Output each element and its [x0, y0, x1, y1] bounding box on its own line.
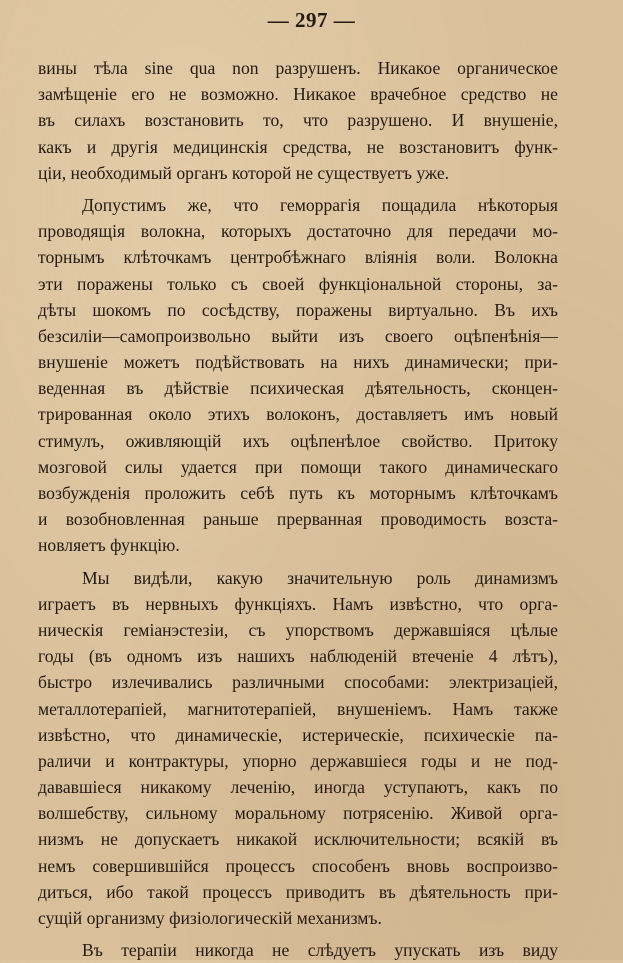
- text-line: торнымъ клѣточкамъ центробѣжнаго вліянія воли. Волокна: [38, 247, 558, 268]
- body-text: [38, 55, 558, 963]
- text-line: дававшіеся никакому леченію, иногда уступаютъ, какъ по: [38, 777, 558, 798]
- text-line: быстро излечивались различными способами: электризаціей,: [38, 672, 558, 693]
- text-line: проводящія волокна, которыхъ достаточно для передачи мо-: [38, 221, 558, 242]
- text-line: въ силахъ возстановить то, что разрушено. И внушеніе,: [38, 110, 558, 131]
- text-line: металлотерапіей, магнитотерапіей, внушеніемъ. Намъ также: [38, 698, 558, 719]
- text-line: мозговой силы удается при помощи такого динамическаго: [38, 456, 558, 477]
- text-line: веденная въ дѣйствіе психическая дѣятельность, сконцен-: [38, 378, 558, 399]
- text-line: эти поражены только съ своей функціональной стороны, за-: [38, 273, 558, 294]
- text-line: Мы видѣли, какую значительную роль динамизмъ: [82, 567, 558, 588]
- text-line: и возобновленная раньше прерванная проводимость возста-: [38, 509, 558, 530]
- text-line: сущій организму физіологическій механизмъ.: [38, 908, 382, 928]
- text-line: вины тѣла sine qua non разрушенъ. Никакое органическое: [38, 58, 558, 78]
- text-line: трированная около этихъ волоконъ, доставляетъ имъ новый: [38, 404, 558, 425]
- text-line: Въ терапіи никогда не слѣдуетъ упускать изъ виду: [82, 940, 558, 961]
- text-line: извѣстно, что динамическіе, истерическіе, психическіе па-: [38, 724, 558, 745]
- text-line: замѣщеніе его не возможно. Никакое врачебное средство не: [38, 84, 558, 105]
- text-line: раличи и контрактуры, упорно державшіеся годы и не под-: [38, 750, 558, 771]
- text-line: новляетъ функцію.: [38, 535, 180, 556]
- text-line: играетъ въ нервныхъ функціяхъ. Намъ извѣстно, что орга-: [38, 593, 558, 614]
- paragraph-3: [38, 565, 558, 932]
- text-line: волшебству, сильному моральному потрясенію. Живой орга-: [38, 803, 558, 824]
- text-line: внушеніе можетъ подѣйствовать на нихъ динамически; при-: [38, 352, 558, 373]
- text-line: стимулъ, оживляющій ихъ оцѣпенѣлое свойство. Притоку: [38, 430, 558, 451]
- page-number: — 297 —: [267, 8, 356, 32]
- text-line: диться, ибо такой процессъ приводитъ въ дѣятельность при-: [38, 881, 558, 902]
- text-line: ническія геміанэстезіи, съ упорствомъ державшіяся цѣлые: [38, 619, 558, 640]
- paragraph-2: [38, 192, 558, 559]
- text-line: дѣты шокомъ по сосѣдству, поражены виртуально. Въ ихъ: [38, 299, 558, 320]
- text-line: немъ совершившійся процессъ способенъ вновь воспроизво-: [38, 855, 558, 876]
- text-line: Допустимъ же, что геморрагія пощадила нѣкоторыя: [82, 194, 558, 215]
- text-line: низмъ не допускаетъ никакой исключительности; всякій въ: [38, 829, 558, 850]
- text-line: годы (въ одномъ изъ нашихъ наблюденій втеченіе 4 лѣтъ),: [38, 646, 558, 667]
- text-line: ціи, необходимый органъ которой не существуетъ уже.: [38, 162, 450, 183]
- paragraph-4: [38, 937, 558, 963]
- text-line: возбужденія проложить себѣ путь къ моторнымъ клѣточкамъ: [38, 483, 558, 503]
- text-line: какъ и другія медицинскія средства, не возстановитъ функ-: [38, 136, 558, 157]
- text-line: безсиліи—самопроизвольно выйти изъ своего оцѣпенѣнія—: [38, 325, 558, 346]
- paragraph-1: [38, 55, 558, 186]
